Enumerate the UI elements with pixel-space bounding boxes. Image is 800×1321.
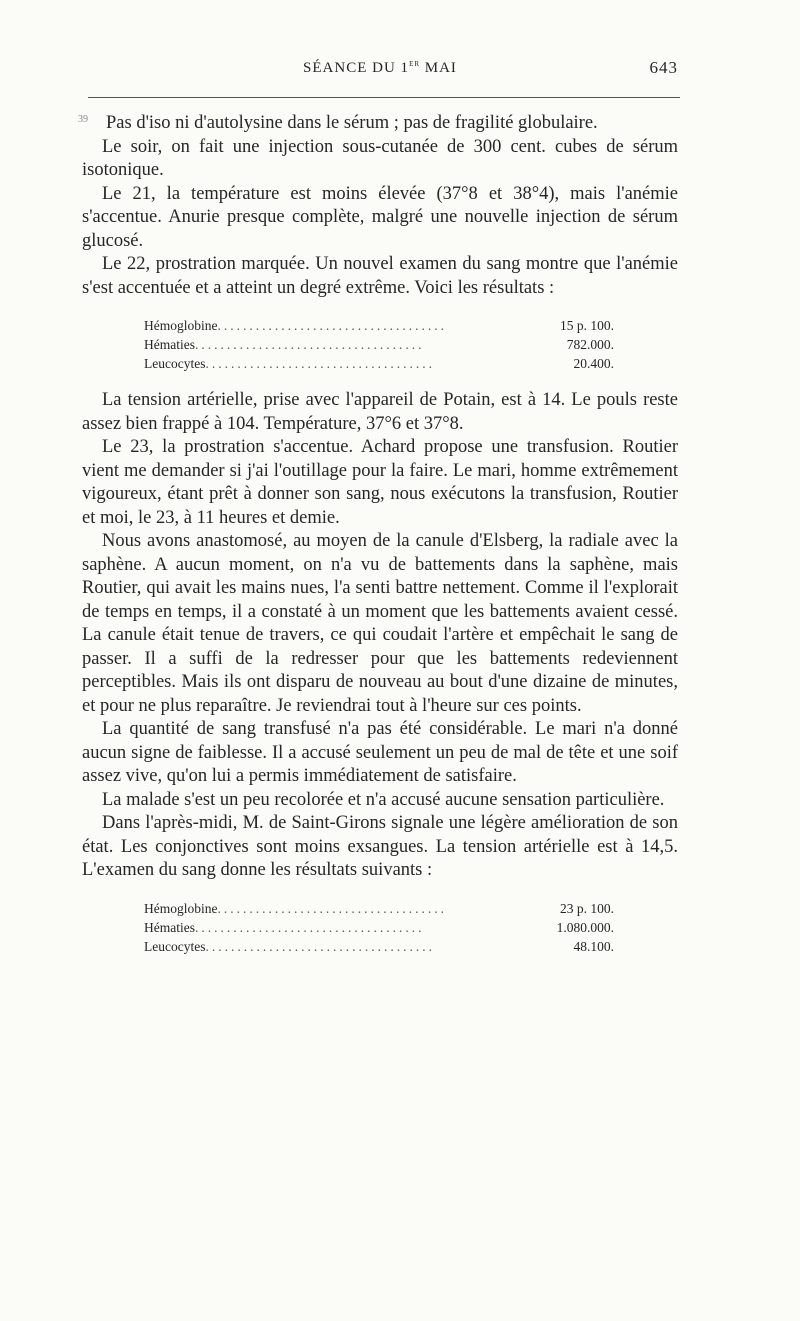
paragraph-5: La tension artérielle, prise avec l'appareil de Potain, est à 14. Le pouls reste assez bien frappé à 104. Température, 37°6 et 37°8. (82, 390, 678, 434)
leader-dots: .................................... (217, 318, 447, 333)
paragraph-10: Dans l'après-midi, M. de Saint-Girons signale une légère amélioration de son état. Les conjonctives sont moins exsangues. La tension artérielle est à 14,5. L'examen du sang donne les résultats suivants : (82, 813, 678, 880)
paragraph-9: La malade s'est un peu recolorée et n'a accusé aucune sensation particulière. (102, 789, 665, 810)
paragraph-2: Le soir, on fait une injection sous-cutanée de 300 cent. cubes de sérum isotonique. (82, 136, 678, 180)
leader-dots: .................................... (205, 356, 435, 371)
paragraph-1: Pas d'iso ni d'autolysine dans le sérum ; pas de fragilité globulaire. (106, 113, 598, 133)
table-row (144, 354, 614, 373)
running-title-sup: er (409, 58, 421, 69)
paragraph-8: La quantité de sang transfusé n'a pas été considérable. Le mari n'a donné aucun signe de faiblesse. Il a accusé seulement un peu de mal de tête et une soif assez vive, qu'on lui a permis immédiatement de satisfaire. (82, 719, 678, 786)
result-value: 782.000. (566, 337, 614, 352)
leader-dots: .................................... (194, 337, 425, 352)
table-row (144, 335, 614, 354)
running-title (82, 58, 678, 77)
result-value: 23 p. 100. (560, 900, 614, 916)
paragraph-7: Nous avons anastomosé, au moyen de la canule d'Elsberg, la radiale avec la saphène. A aucun moment, on n'a vu de battements dans la saphène, mais Routier, qui avait les mains nues, l'a senti battre nettement. Comme il l'explorait de temps en temps, il a constaté à un moment que les battements avaient cessé. La canule était tenue de travers, ce qui coudait l'artère et empêchait le sang de passer. Il a suffi de la redresser pour que les battements redeviennent perceptibles. Mais ils ont disparu de nouveau au bout d'une dizaine de minutes, et pour ne plus reparaître. Je reviendrai tout à l'heure sur ces points. (82, 531, 678, 716)
leader-dots: .................................... (205, 938, 435, 954)
result-label: Hématies (144, 337, 195, 352)
result-value: 20.400. (573, 356, 614, 371)
blood-results-table-1 (144, 316, 614, 373)
table-row (144, 918, 614, 937)
result-value: 48.100. (573, 938, 614, 954)
table-row (144, 899, 614, 918)
leader-dots: .................................... (217, 900, 447, 916)
result-label: Leucocytes (144, 356, 206, 371)
page-header (82, 58, 678, 88)
table-row (144, 316, 614, 335)
blood-results-table-2 (144, 899, 614, 956)
paragraph-4: Le 22, prostration marquée. Un nouvel examen du sang montre que l'anémie s'est accentuée et a atteint un degré extrême. Voici les résultats : (82, 254, 678, 298)
running-title-end: MAI (420, 60, 457, 76)
table-row (144, 937, 614, 956)
paragraph-6: Le 23, la prostration s'accentue. Achard propose une transfusion. Routier vient me demander si j'ai l'outillage pour la faire. Le mari, homme extrêmement vigoureux, étant prêt à donner son sang, nous exécutons la transfusion, Routier et moi, le 23, à 11 heures et demie. (82, 437, 678, 528)
leader-dots: .................................... (194, 919, 425, 935)
result-value: 1.080.000. (556, 919, 614, 935)
result-label: Hématies (144, 919, 195, 935)
result-label: Hémoglobine (144, 900, 218, 916)
body-text (78, 112, 678, 972)
page-number: 643 (649, 58, 678, 77)
result-label: Leucocytes (144, 938, 206, 954)
result-value: 15 p. 100. (560, 318, 614, 333)
margin-mark: 39 (78, 114, 88, 125)
running-title-main: SÉANCE DU 1 (303, 60, 410, 76)
header-rule (88, 97, 680, 98)
result-label: Hémoglobine (144, 318, 218, 333)
paragraph-3: Le 21, la température est moins élevée (37°8 et 38°4), mais l'anémie s'accentue. Anurie presque complète, malgré une nouvelle injection de sérum glucosé. (82, 183, 678, 251)
